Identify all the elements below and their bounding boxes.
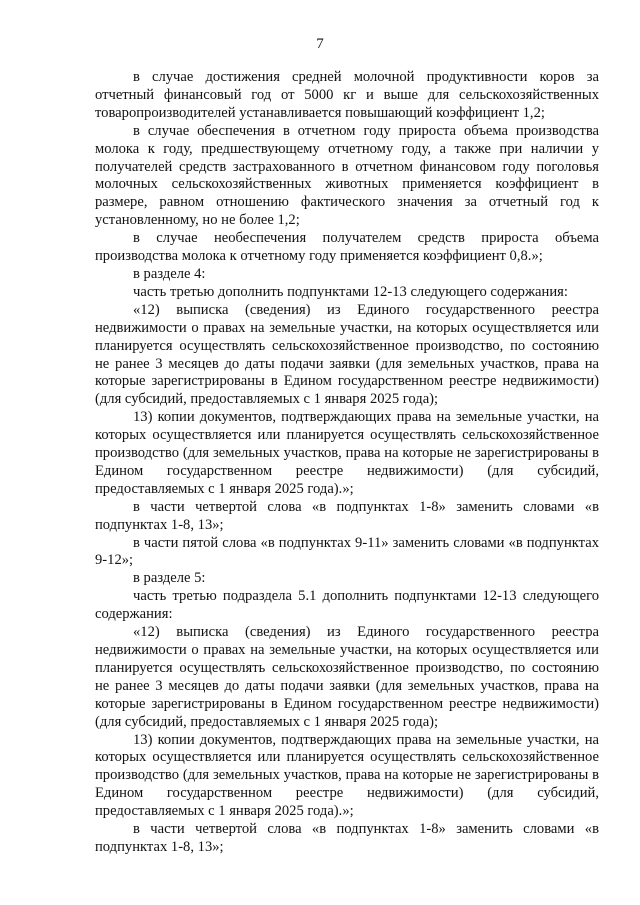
paragraph: в случае достижения средней молочной продуктивности коров за отчетный финансовый год от 5000 кг и выше для сельскохозяйственных товаропроизводителей устанавливается повышающий коэффициент 1,2; <box>95 69 599 121</box>
paragraph: в разделе 4: <box>133 265 206 282</box>
paragraph: в части четвертой слова «в подпунктах 1-8» заменить словами «в подпунктах 1-8, 13»; <box>95 498 599 533</box>
paragraph: в части четвертой слова «в подпунктах 1-8» заменить словами «в подпунктах 1-8, 13»; <box>95 821 599 855</box>
paragraph: в случае обеспечения в отчетном году прироста объема производства молока к году, предшествующему отчетному году, а также при наличии у получателей средств застрахованного в отчетном финансовом году поголовья молочных сельскохозяйственных животных применяется коэффициент в размере, равном отношению фактического значения за отчетный год к установленному, но не более 1,2; <box>95 122 599 229</box>
paragraph: 13) копии документов, подтверждающих права на земельные участки, на которых осуществляется или планируется осуществлять сельскохозяйственное производство (для земельных участков, права на которые не зарегистрированы в Едином государственном реестре недвижимости) (для субсидий, предоставляемых с 1 января 2025 года).»; <box>95 409 599 497</box>
document-body <box>95 69 599 857</box>
page-number: 7 <box>316 36 324 52</box>
paragraph: в разделе 5: <box>133 570 206 587</box>
paragraph: в случае необеспечения получателем средств прироста объема производства молока к отчетному году применяется коэффициент 0,8.»; <box>95 230 599 265</box>
paragraph: в части пятой слова «в подпунктах 9-11» заменить словами «в подпунктах 9-12»; <box>95 534 599 569</box>
paragraph: «12) выписка (сведения) из Единого государственного реестра недвижимости о правах на земельные участки, на которых осуществляется или планируется осуществлять сельскохозяйственное производство, по состоянию не ранее 3 месяцев до даты подачи заявки (для земельных участков, права на которые зарегистрированы в Едином государственном реестре недвижимости) (для субсидий, предоставляемых с 1 января 2025 года); <box>95 301 599 408</box>
paragraph: часть третью дополнить подпунктами 12-13 следующего содержания: <box>133 283 568 300</box>
paragraph: часть третью подраздела 5.1 дополнить подпунктами 12-13 следующего содержания: <box>95 588 599 623</box>
paragraph: 13) копии документов, подтверждающих права на земельные участки, на которых осуществляется или планируется осуществлять сельскохозяйственное производство (для земельных участков, права на которые не зарегистрированы в Едином государственном реестре недвижимости) (для субсидий, предоставляемых с 1 января 2025 года).»; <box>95 731 599 820</box>
paragraph: «12) выписка (сведения) из Единого государственного реестра недвижимости о правах на земельные участки, на которых осуществляется или планируется осуществлять сельскохозяйственное производство, по состоянию не ранее 3 месяцев до даты подачи заявки (для земельных участков, права на которые зарегистрированы в Едином государственном реестре недвижимости) (для субсидий, предоставляемых с 1 января 2025 года); <box>95 624 599 730</box>
